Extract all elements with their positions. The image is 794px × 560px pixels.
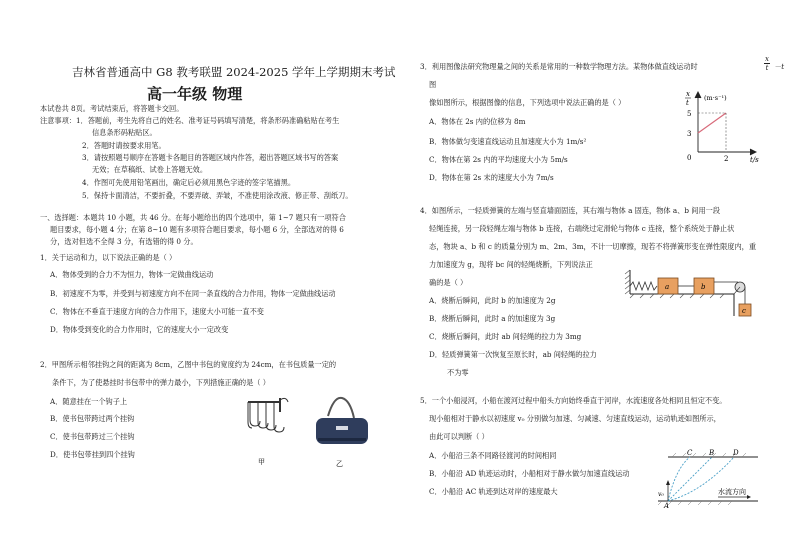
frac-denominator: t	[765, 64, 769, 72]
q3-option-c: C．物体在第 2s 内的平均速度大小为 5m/s	[429, 155, 568, 164]
notice-line: 信息条形码粘贴区。	[92, 128, 157, 137]
q3-option-b: B．物体做匀变速直线运动且加速度大小为 1m/s²	[429, 137, 587, 146]
graph-tick-2: 2	[724, 155, 729, 163]
label-a: a	[665, 283, 670, 291]
q4-stem: 4．如图所示，一轻质弹簧的左端与竖直墙面固连，其右端与物体 a 固连，物体 a、b 间用一段	[420, 206, 721, 215]
notice-line: 4．作图可先使用铅笔画出，确定后必须用黑色字迹的签字笔描黑。	[82, 178, 296, 187]
q1-option-d: D．物体受到变化的合力作用时，它的速度大小一定改变	[50, 325, 229, 334]
q2-option-c: C．使书包带跨过三个挂钩	[50, 432, 135, 441]
label-v0: v₀	[658, 491, 664, 498]
q4-option-d: D．轻质弹簧第一次恢复至原长时，ab 间轻绳的拉力	[429, 350, 597, 359]
q3-stem: 3．利用图像法研究物理量之间的关系是常用的一种数学物理方法。某物体做直线运动时	[420, 62, 698, 71]
q3-stem: 图	[429, 80, 437, 89]
q5-figure	[652, 448, 764, 508]
section-heading: 一、选择题：本题共 10 小题，共 46 分。在每小题给出的四个选项中，第 1~7 题只有一项符合	[40, 213, 346, 222]
q5-stem: 由此可以判断（ ）	[429, 432, 489, 441]
q2-option-a: A．随意挂在一个钩子上	[50, 397, 128, 406]
q1-stem: 1．关于运动和力，以下说法正确的是（ ）	[40, 253, 177, 262]
q5-option-c: C．小船沿 AC 轨迹到达对岸的速度最大	[429, 487, 558, 496]
q3-line	[698, 113, 726, 133]
section-text: 分，选对但选不全得 3 分，有选错的得 0 分。	[50, 237, 198, 246]
notice-line: 本试卷共 8页。考试结束后，将答题卡交回。	[40, 104, 184, 113]
label-c: c	[742, 307, 746, 315]
graph-y-num: x	[686, 90, 690, 98]
q5-stem: 现小船相对于静水以初速度 v₀ 分别做匀加速、匀减速、匀速直线运动，运动轨迹如图所示，	[429, 414, 721, 423]
fig-label-jia: 甲	[258, 458, 265, 466]
q4-stem: 轻绳连接，另一段轻绳左端与物体 b 连接，右端绕过定滑轮与物体 c 连接，整个系统处于静止状	[429, 224, 735, 233]
q4-option-c: C．烧断后瞬间，此时 ab 间轻绳的拉力为 3mg	[429, 332, 582, 341]
bag-figure	[316, 398, 368, 444]
q4-stem: 力加速度为 g，现将 bc 间的轻绳烧断，下列说法正	[429, 260, 593, 269]
fig-label-yi: 乙	[336, 460, 343, 468]
exam-subtitle: 高一年级 物理	[147, 85, 243, 103]
notice-line: 2．答题时请按要求用笔。	[82, 141, 166, 150]
section-text: 题目要求，每小题 4 分；在第 8~10 题有多项符合题目要求，每小题 6 分，全部选对的得 6	[50, 225, 344, 234]
q4-option-a: A．烧断后瞬间，此时 b 的加速度为 2g	[429, 296, 556, 305]
q2-option-d: D．使书包带挂到四个挂钩	[50, 450, 135, 459]
hook-rack-figure	[248, 398, 288, 432]
q3-option-a: A．物体在 2s 内的位移为 8m	[429, 117, 526, 126]
frac-numerator: x	[765, 55, 769, 63]
q5-stem: 5．一个小船浸河，小船在渡河过程中船头方向始终垂直于河岸，水流速度各处相同且恒定不变。	[420, 396, 727, 405]
notice-line: 无效；在草稿纸、试卷上答题无效。	[92, 165, 208, 174]
q3-fraction	[764, 55, 770, 72]
q5-option-a: A．小船沿三条不同路径渡河的时间相同	[429, 451, 557, 460]
notice-line: 3．请按照题号顺序在答题卡各题目的答题区域内作答，超出答题区域书写的答案	[82, 153, 339, 162]
graph-y-unit: (m·s⁻¹)	[704, 94, 727, 102]
q3-frac-tail: －t	[774, 62, 785, 71]
exam-title: 吉林省普通高中 G8 教考联盟 2024-2025 学年上学期期末考试	[72, 65, 396, 79]
graph-tick-3: 3	[687, 130, 692, 138]
q5-option-b: B．小船沿 AD 轨迹运动时，小船相对于静水做匀加速直线运动	[429, 469, 630, 478]
q3-stem: 像如图所示，根据图像的信息，下列选项中说法正确的是（ ）	[429, 98, 626, 107]
point-b: B	[709, 449, 715, 457]
graph-origin: 0	[687, 154, 692, 162]
q2-stem: 2．甲图所示相邻挂钩之间的距离为 8cm，乙图中书包的宽度约为 24cm，在书包质量一定的	[40, 360, 337, 369]
q3-option-d: D．物体在第 2s 末的速度大小为 7m/s	[429, 173, 554, 182]
label-b: b	[701, 283, 706, 291]
q4-stem: 确的是（ ）	[429, 278, 468, 287]
graph-x-unit: t/s	[750, 156, 759, 164]
flow-direction-label: 水流方向	[718, 488, 746, 496]
q2-figures	[236, 394, 386, 472]
q2-option-b: B．使书包带跨过两个挂钩	[50, 414, 135, 423]
point-a: A	[664, 502, 670, 508]
q2-stem: 条件下，为了使悬挂时书包带中的弹力最小，下列措施正确的是（ ）	[52, 378, 270, 387]
q4-figure	[624, 266, 752, 322]
notice-line: 5．保持卡面清洁，不要折叠，不要弄破、弄皱，不准使用涂改液、修正带、刮纸刀。	[82, 191, 353, 200]
q4-option-d: 不为零	[447, 368, 469, 377]
q1-option-c: C．物体在不垂直于速度方向的合力作用下，速度大小可能一直不变	[50, 307, 264, 316]
q4-option-b: B．烧断后瞬间，此时 a 的加速度为 3g	[429, 314, 556, 323]
q3-graph	[678, 86, 768, 166]
point-c: C	[687, 449, 693, 457]
point-d: D	[733, 449, 739, 457]
graph-tick-5: 5	[687, 110, 692, 118]
graph-y-den: t	[686, 99, 689, 107]
q1-option-b: B．初速度不为零，并受到与初速度方向不在同一条直线的合力作用，物体一定做曲线运动	[50, 289, 336, 298]
q4-stem: 态，物块 a、b 和 c 的质量分别为 m、2m、3m，不计一切摩擦，现若不将弹簧形变在弹性限度内，重	[429, 242, 757, 251]
q1-option-a: A．物体受到的合力不为恒力，物体一定做曲线运动	[50, 270, 214, 279]
notice-line: 注意事项：1．答题前，考生先将自己的姓名、准考证号码填写清楚，将条形码准确粘贴在考生	[40, 116, 340, 125]
